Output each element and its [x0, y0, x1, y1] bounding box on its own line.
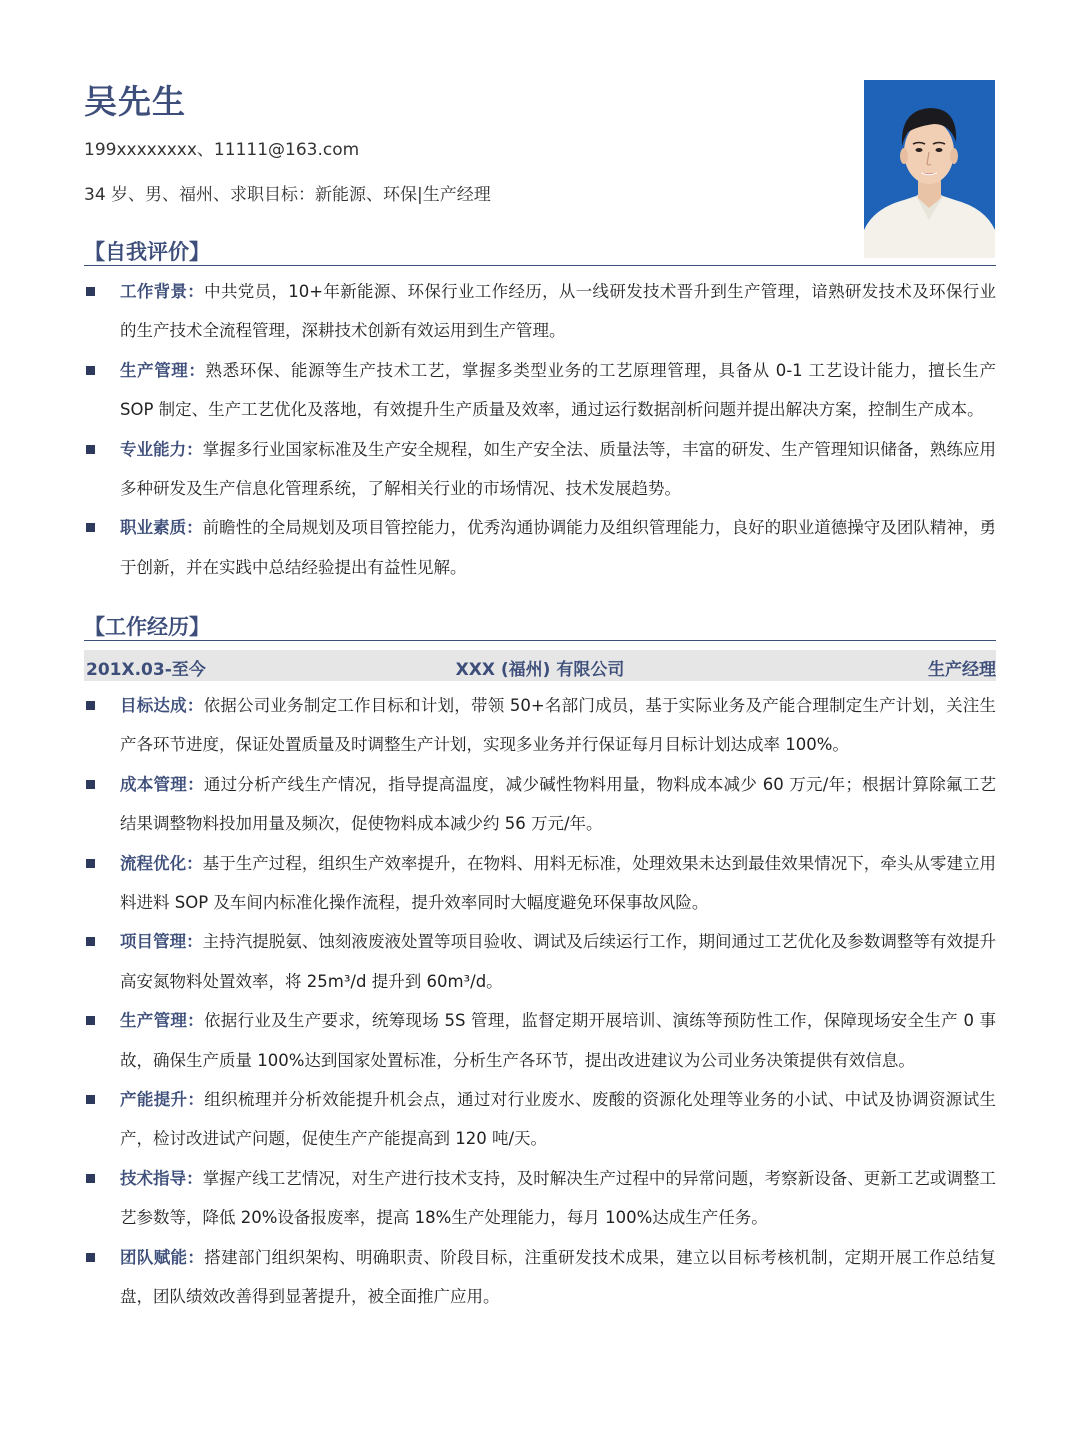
list-item — [84, 1238, 996, 1317]
square-bullet-icon — [86, 1253, 95, 1262]
item-text: 中共党员，10+年新能源、环保行业工作经历，从一线研发技术晋升到生产管理，谙熟研发技术及环保行业的生产技术全流程管理，深耕技术创新有效运用到生产管理。 — [120, 282, 997, 341]
item-text: 组织梳理并分析效能提升机会点，通过对行业废水、废酸的资源化处理等业务的小试、中试及协调资源试生产，检讨改进试产问题，促使生产产能提高到 120 吨/天。 — [120, 1090, 997, 1149]
item-label: 产能提升： — [120, 1090, 205, 1110]
portrait-photo — [864, 80, 995, 258]
square-bullet-icon — [86, 1174, 95, 1183]
list-item — [84, 430, 996, 509]
personal-info: 34 岁、男、福州、求职目标：新能源、环保|生产经理 — [84, 185, 491, 205]
job-company: XXX (福州) 有限公司 — [455, 660, 625, 680]
square-bullet-icon — [86, 1095, 95, 1104]
item-label: 成本管理： — [120, 774, 204, 794]
section-divider — [84, 265, 996, 266]
list-item — [84, 272, 996, 351]
work-list — [84, 686, 996, 1317]
square-bullet-icon — [86, 859, 95, 868]
contact-info: 199xxxxxxxx、11111@163.com — [84, 140, 360, 160]
section-divider — [84, 640, 996, 641]
item-label: 职业素质： — [120, 518, 203, 538]
job-date: 201X.03-至今 — [86, 660, 206, 680]
list-item — [84, 1159, 996, 1238]
list-item — [84, 351, 996, 430]
item-text: 主持汽提脱氨、蚀刻液废液处置等项目验收、调试及后续运行工作，期间通过工艺优化及参数调整等有效提升高安氮物料处置效率，将 25m³/d 提升到 60m³/d。 — [120, 932, 997, 991]
candidate-name: 吴先生 — [84, 82, 186, 121]
item-label: 流程优化： — [120, 853, 203, 873]
square-bullet-icon — [86, 780, 95, 789]
section-title-work: 【工作经历】 — [84, 615, 210, 639]
job-header-bar — [84, 650, 996, 681]
item-label: 项目管理： — [120, 932, 203, 952]
item-text: 通过分析产线生产情况，指导提高温度，减少碱性物料用量，物料成本减少 60 万元/年；根据计算除氟工艺结果调整物料投加用量及频次，促使物料成本减少约 56 万元/年。 — [120, 774, 996, 834]
item-label: 技术指导： — [120, 1168, 203, 1188]
item-text: 依据行业及生产要求，统筹现场 5S 管理，监督定期开展培训、演练等预防性工作，保障现场安全生产 0 事故，确保生产质量 100%达到国家处置标准，分析生产各环节，提出改进建议为公司业务决策提供有效信息。 — [120, 1011, 997, 1070]
item-text: 掌握产线工艺情况，对生产进行技术支持，及时解决生产过程中的异常问题，考察新设备、更新工艺或调整工艺参数等，降低 20%设备报废率，提高 18%生产处理能力，每月 100%达成生产任务。 — [120, 1168, 997, 1228]
list-item — [84, 844, 996, 923]
section-title-self-eval: 【自我评价】 — [84, 240, 210, 264]
square-bullet-icon — [86, 523, 95, 532]
square-bullet-icon — [86, 287, 95, 296]
square-bullet-icon — [86, 1016, 95, 1025]
item-text: 掌握多行业国家标准及生产安全规程，如生产安全法、质量法等，丰富的研发、生产管理知识储备，熟练应用多种研发及生产信息化管理系统，了解相关行业的市场情况、技术发展趋势。 — [120, 439, 997, 499]
item-text: 熟悉环保、能源等生产技术工艺，掌握多类型业务的工艺原理管理，具备从 0-1 工艺设计能力，擅长生产 SOP 制定、生产工艺优化及落地，有效提升生产质量及效率，通过运行数据剖析问题并提出解决方案，控制生产成本。 — [120, 360, 996, 420]
item-label: 生产管理： — [120, 1011, 204, 1031]
square-bullet-icon — [86, 701, 95, 710]
square-bullet-icon — [86, 937, 95, 946]
item-text: 搭建部门组织架构、明确职责、阶段目标，注重研发技术成果，建立以目标考核机制，定期开展工作总结复盘，团队绩效改善得到显著提升，被全面推广应用。 — [120, 1247, 997, 1307]
item-text: 依据公司业务制定工作目标和计划，带领 50+名部门成员，基于实际业务及产能合理制定生产计划，关注生产各环节进度，保证处置质量及时调整生产计划，实现多业务并行保证每月目标计划达成率 100%。 — [120, 696, 996, 755]
portrait-illustration — [864, 80, 995, 258]
list-item — [84, 686, 996, 765]
item-label: 工作背景： — [120, 282, 205, 301]
square-bullet-icon — [86, 366, 95, 375]
item-text: 基于生产过程，组织生产效率提升，在物料、用料无标准，处理效果未达到最佳效果情况下，牵头从零建立用料进料 SOP 及车间内标准化操作流程，提升效率同时大幅度避免环保事故风险。 — [120, 853, 997, 913]
item-label: 团队赋能： — [120, 1247, 205, 1267]
square-bullet-icon — [86, 445, 95, 454]
list-item — [84, 1080, 996, 1159]
item-label: 目标达成： — [120, 696, 204, 715]
job-position: 生产经理 — [928, 660, 996, 680]
list-item — [84, 1001, 996, 1080]
list-item — [84, 508, 996, 587]
list-item — [84, 922, 996, 1001]
self-eval-list — [84, 272, 996, 587]
list-item — [84, 765, 996, 844]
item-label: 生产管理： — [120, 360, 206, 380]
item-text: 前瞻性的全局规划及项目管控能力，优秀沟通协调能力及组织管理能力，良好的职业道德操守及团队精神，勇于创新，并在实践中总结经验提出有益性见解。 — [120, 518, 997, 577]
item-label: 专业能力： — [120, 439, 203, 459]
